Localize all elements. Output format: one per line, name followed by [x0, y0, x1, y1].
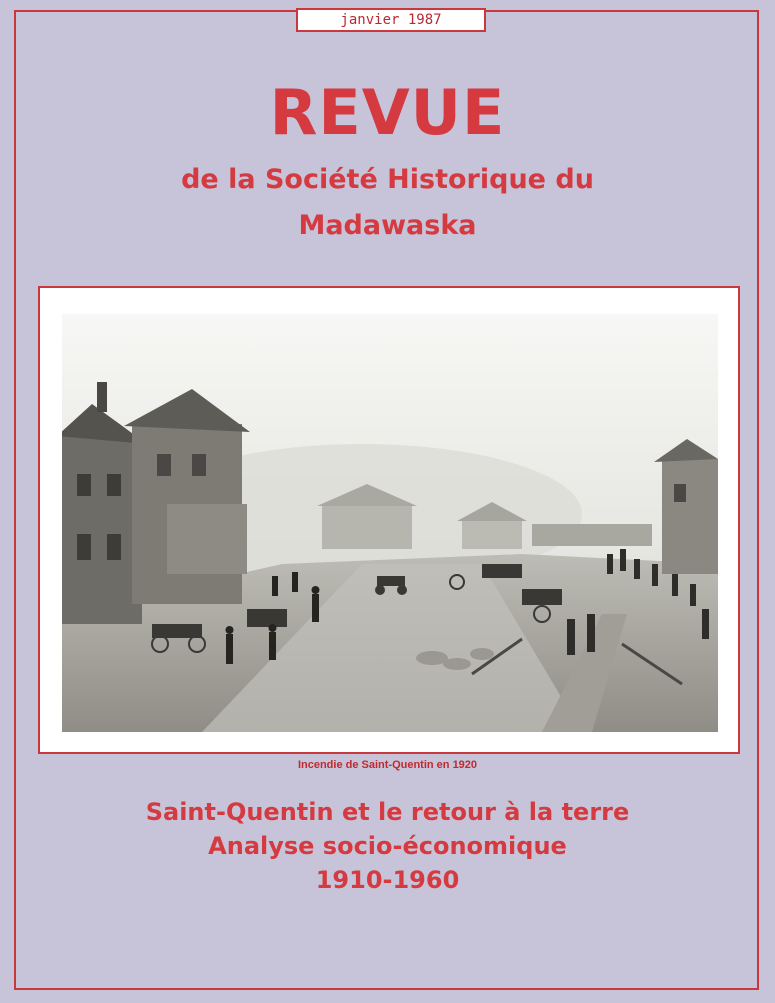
magazine-subtitle-line1: de la Société Historique du [181, 164, 594, 195]
photo-caption: Incendie de Saint-Quentin en 1920 [297, 759, 478, 771]
headline-line2: Analyse socio-économique [208, 832, 567, 860]
historic-street-photo [62, 314, 718, 732]
magazine-title: REVUE [269, 76, 506, 149]
issue-date-label: janvier 1987 [296, 8, 486, 32]
photo-frame [38, 286, 740, 754]
historic-street-photo-icon [62, 314, 718, 732]
magazine-subtitle-line2: Madawaska [298, 210, 477, 241]
headline-line1: Saint-Quentin et le retour à la terre [145, 798, 630, 826]
headline-line3: 1910-1960 [315, 866, 460, 894]
